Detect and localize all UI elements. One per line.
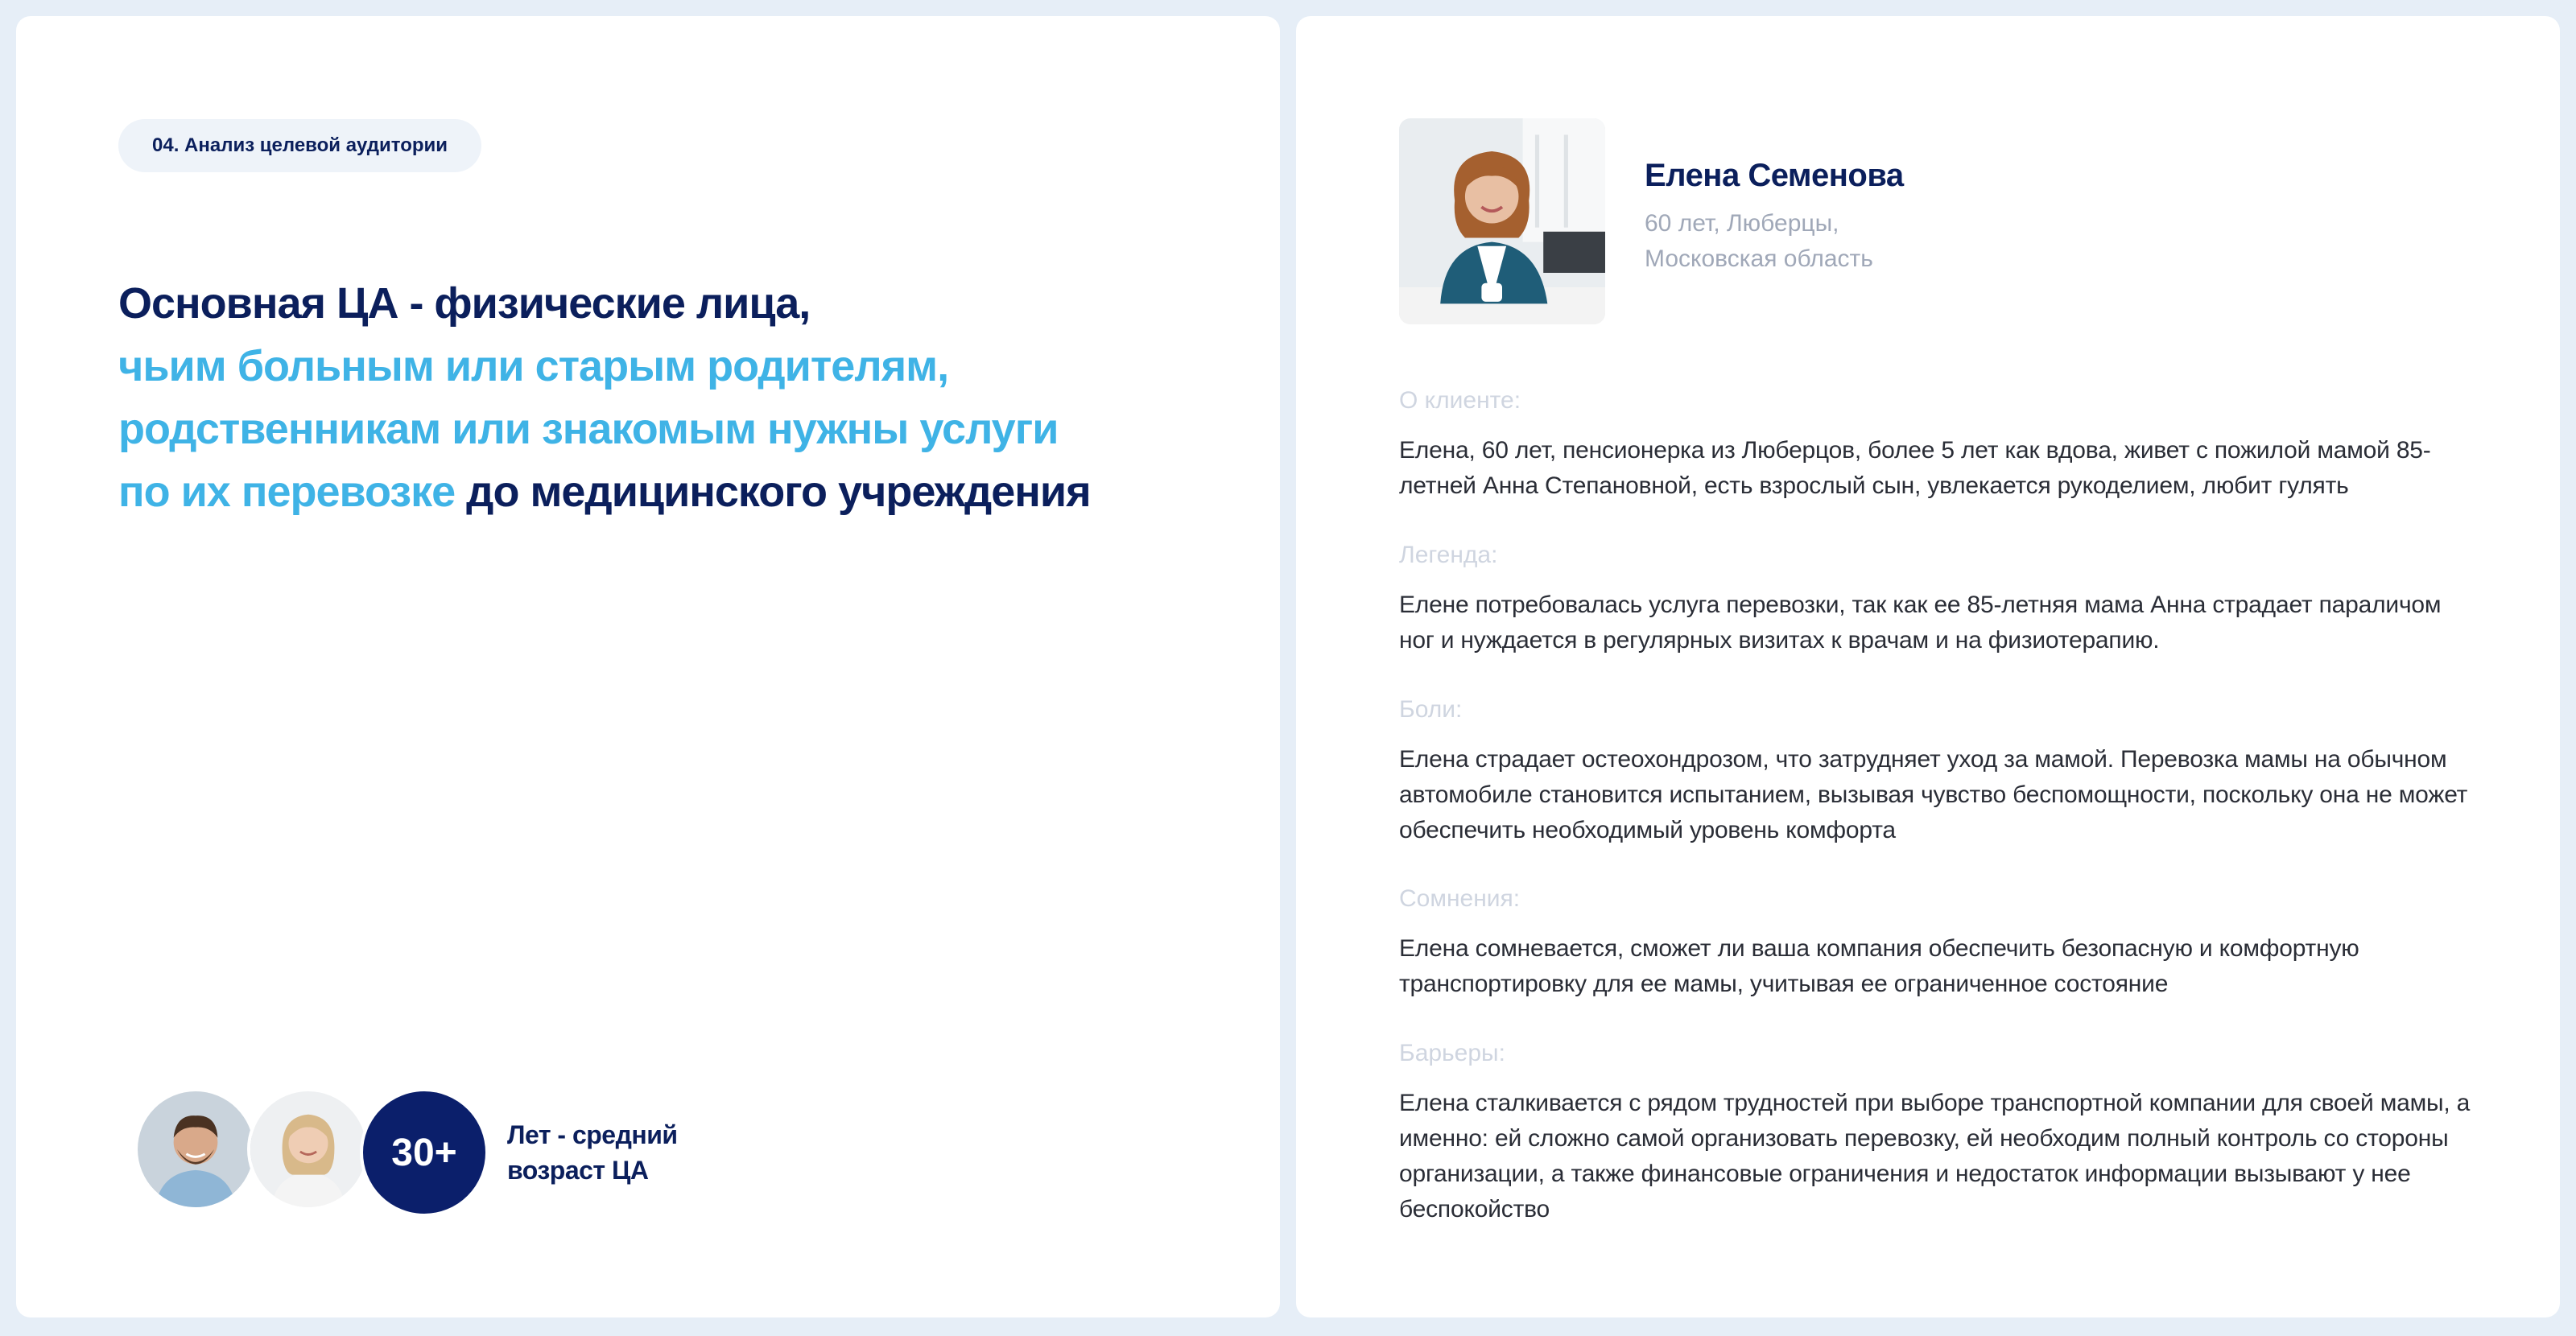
avatar-man — [134, 1088, 257, 1210]
avatar-woman-image — [250, 1091, 366, 1207]
headline-line-1: Основная ЦА - физические лица, — [118, 279, 811, 328]
info-label: О клиенте: — [1399, 387, 1521, 414]
info-text: Елена сомневается, сможет ли ваша компания обеспечить безопасную и комфортную транспортировку для ее мамы, учитывая ее ограниченное состояние — [1399, 935, 2359, 997]
info-doubts — [1399, 883, 2478, 1002]
headline-line-3: родственникам или знакомым нужны услуги — [118, 405, 1059, 453]
headline — [118, 272, 1245, 523]
age-caption — [507, 1117, 749, 1188]
info-text: Елене потребовалась услуга перевозки, так как ее 85-летняя мама Анна страдает параличом ног и нуждается в регулярных визитах к врачам и на физиотерапию. — [1399, 592, 2442, 654]
audience-summary-card — [16, 16, 1280, 1317]
info-pains — [1399, 694, 2478, 848]
age-badge: 30+ — [360, 1088, 489, 1217]
avatar-woman — [247, 1088, 369, 1210]
persona-meta — [1645, 206, 2047, 277]
headline-line-4-dark: до медицинского учреждения — [455, 468, 1091, 516]
persona-photo — [1399, 118, 1605, 324]
persona-card — [1296, 16, 2560, 1317]
age-caption-line-2: возраст ЦА — [507, 1156, 649, 1185]
info-label: Боли: — [1399, 696, 1463, 723]
info-about-client — [1399, 385, 2478, 504]
age-caption-line-1: Лет - средний — [507, 1120, 678, 1149]
headline-line-4 — [118, 460, 1245, 523]
avatar-man-image — [138, 1091, 254, 1207]
info-legend — [1399, 539, 2478, 658]
info-label: Барьеры: — [1399, 1040, 1505, 1066]
info-label: Сомнения: — [1399, 885, 1521, 912]
audience-age-block — [118, 1088, 762, 1217]
info-text: Елена сталкивается с рядом трудностей при выборе транспортной компании для своей мамы, а именно: ей сложно самой организовать перевозку, ей необходим полный контроль со стороны организации, а также финансовые ограничения и недостаток информации вызывают у нее беспокойство — [1399, 1090, 2471, 1223]
info-text: Елена страдает остеохондрозом, что затрудняет уход за мамой. Перевозка мамы на обычном автомобиле становится испытанием, вызывая чувство беспомощности, поскольку она не может обеспечить необходимый уровень комфорта — [1399, 746, 2468, 843]
persona-photo-image — [1399, 118, 1605, 324]
info-text: Елена, 60 лет, пенсионерка из Люберцов, более 5 лет как вдова, живет с пожилой мамой 85-летней Анна Степановной, есть взрослый сын, увлекается рукоделием, любит гулять — [1399, 437, 2431, 499]
persona-meta-line-2: Московская область — [1645, 245, 1873, 272]
info-barriers — [1399, 1037, 2478, 1227]
persona-name: Елена Семенова — [1645, 158, 1904, 193]
persona-meta-line-1: 60 лет, Люберцы, — [1645, 210, 1839, 237]
headline-line-4-accent: по их перевозке — [118, 468, 456, 516]
info-label: Легенда: — [1399, 542, 1498, 568]
headline-line-2: чьим больным или старым родителям, — [118, 342, 949, 390]
section-tag: 04. Анализ целевой аудитории — [118, 119, 481, 172]
